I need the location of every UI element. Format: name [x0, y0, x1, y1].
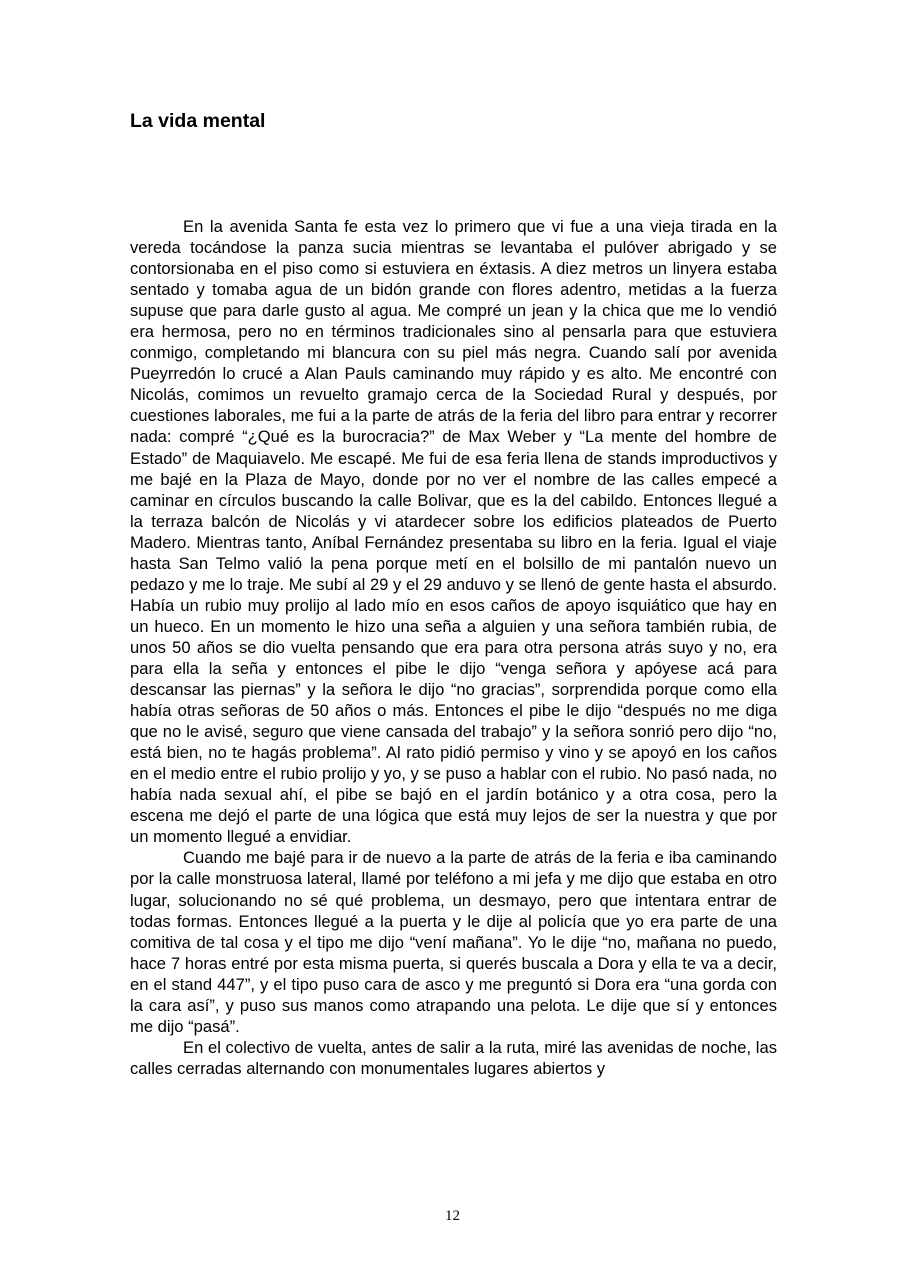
body-text — [130, 216, 777, 1079]
paragraph-1: En la avenida Santa fe esta vez lo primero que vi fue a una vieja tirada en la vereda tocándose la panza sucia mientras se levantaba el pulóver abrigado y se contorsionaba en el piso como si estuviera en éxtasis. A diez metros un linyera estaba sentado y tomaba agua de un bidón grande con flores adentro, metidas a la fuerza supuse que para darle gusto al agua. Me compré un jean y la chica que me lo vendió era hermosa, pero no en términos tradicionales sino al pensarla para que estuviera conmigo, completando mi blancura con su piel más negra. Cuando salí por avenida Pueyrredón lo crucé a Alan Pauls caminando muy rápido y es alto. Me encontré con Nicolás, comimos un revuelto gramajo cerca de la Sociedad Rural y después, por cuestiones laborales, me fui a la parte de atrás de la feria del libro para entrar y recorrer nada: compré “¿Qué es la burocracia?” de Max Weber y “La mente del hombre de Estado” de Maquiavelo. Me escapé. Me fui de esa feria llena de stands improductivos y me bajé en la Plaza de Mayo, donde por no ver el nombre de las calles empecé a caminar en círculos buscando la calle Bolivar, que es la del cabildo. Entonces llegué a la terraza balcón de Nicolás y vi atardecer sobre los edificios plateados de Puerto Madero. Mientras tanto, Aníbal Fernández presentaba su libro en la feria. Igual el viaje hasta San Telmo valió la pena porque metí en el bolsillo de mi pantalón nuevo un pedazo y me lo traje. Me subí al 29 y el 29 anduvo y se llenó de gente hasta el absurdo. Había un rubio muy prolijo al lado mío en esos caños de apoyo isquiático que hay en un hueco. En un momento le hizo una seña a alguien y una señora también rubia, de unos 50 años se dio vuelta pensando que era para otra persona atrás suyo y no, era para ella la seña y entonces el pibe le dijo “venga señora y apóyese acá para descansar las piernas” y la señora le dijo “no gracias”, sorprendida porque como ella había otras señoras de 50 años o más. Entonces el pibe le dijo “después no me diga que no le avisé, seguro que viene cansada del trabajo” y la señora sonrió pero dijo “no, está bien, no te hagás problema”. Al rato pidió permiso y vino y se apoyó en los caños en el medio entre el rubio prolijo y yo, y se puso a hablar con el rubio. No pasó nada, no había nada sexual ahí, el pibe se bajó en el jardín botánico y a otra cosa, pero la escena me dejó el parte de una lógica que está muy lejos de ser la nuestra y que por un momento llegué a envidiar. — [130, 217, 777, 847]
paragraph-2: Cuando me bajé para ir de nuevo a la parte de atrás de la feria e iba caminando por la calle monstruosa lateral, llamé por teléfono a mi jefa y me dijo que estaba en otro lugar, solucionando no sé qué problema, un desmayo, pero que intentara entrar de todas formas. Entonces llegué a la puerta y le dije al policía que yo era parte de una comitiva de tal cosa y el tipo me dijo “vení mañana”. Yo le dije “no, mañana no puedo, hace 7 horas entré por esta misma puerta, si querés buscala a Dora y ella te va a decir, en el stand 447”, y el tipo puso cara de asco y me preguntó si Dora era “una gorda con la cara así”, y puso sus manos como atrapando una pelota. Le dije que sí y entonces me dijo “pasá”. — [130, 848, 777, 1036]
page-number: 12 — [445, 1208, 460, 1224]
chapter-title: La vida mental — [130, 110, 266, 132]
paragraph-3: En el colectivo de vuelta, antes de salir a la ruta, miré las avenidas de noche, las calles cerradas alternando con monumentales lugares abiertos y — [130, 1037, 777, 1078]
